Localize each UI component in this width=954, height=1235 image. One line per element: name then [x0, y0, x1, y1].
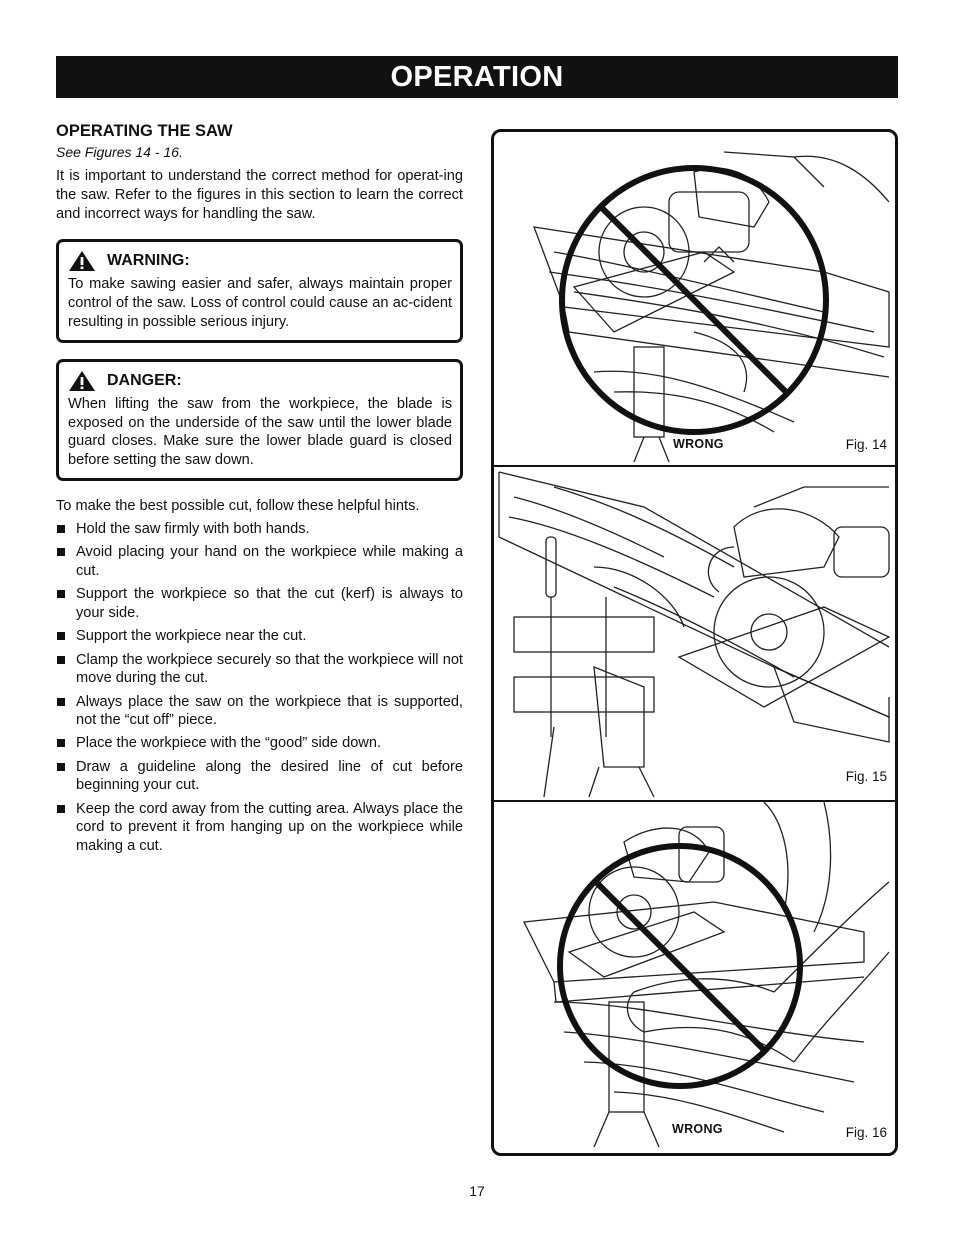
warning-text: To make sawing easier and safer, always maintain proper control of the saw. Loss of control could cause an ac-cident resulting in possible serious injury.	[68, 276, 452, 330]
figure-14	[494, 132, 895, 465]
bullet-square-icon	[57, 632, 65, 640]
list-item: Clamp the workpiece securely so that the workpiece will not move during the cut.	[56, 651, 463, 688]
figure-15	[494, 467, 895, 800]
bullet-square-icon	[57, 656, 65, 664]
figure-label: Fig. 15	[845, 769, 887, 784]
page-title: OPERATION	[390, 61, 564, 93]
list-item: Keep the cord away from the cutting area. Always place the cord to prevent it from hanging up on the workpiece while making a cut.	[56, 800, 463, 856]
bullet-square-icon	[57, 739, 65, 747]
page-title-banner	[56, 56, 898, 98]
warning-box	[56, 239, 463, 342]
danger-text: When lifting the saw from the workpiece, the blade is exposed on the underside of the saw until the lower blade guard closes. Make sure the lower blade guard is closed before setting the saw down.	[68, 395, 452, 469]
warning-label: WARNING:	[107, 252, 190, 270]
figure-16	[494, 802, 895, 1156]
section-subtitle: See Figures 14 - 16.	[56, 144, 183, 160]
hints-intro: To make the best possible cut, follow these helpful hints.	[56, 497, 420, 514]
hints-list	[56, 520, 463, 856]
warning-header	[68, 247, 452, 275]
hand-on-workpiece-illustration	[494, 802, 895, 1156]
list-item: Draw a guideline along the desired line of cut before beginning your cut.	[56, 758, 463, 795]
saw-correct-position-illustration	[494, 467, 895, 800]
intro-paragraph: It is important to understand the correct method for operat-ing the saw. Refer to the figures in this section to learn the correct and incorrect ways for handling the saw.	[56, 168, 463, 222]
bullet-square-icon	[57, 525, 65, 533]
bullet-square-icon	[57, 698, 65, 706]
list-item: Avoid placing your hand on the workpiece while making a cut.	[56, 543, 463, 580]
section-title: OPERATING THE SAW	[56, 122, 233, 140]
wrong-label: WRONG	[672, 1122, 723, 1136]
figure-label: Fig. 14	[845, 437, 887, 452]
list-item: Support the workpiece near the cut.	[56, 627, 463, 646]
bullet-square-icon	[57, 763, 65, 771]
bullet-square-icon	[57, 548, 65, 556]
list-item: Place the workpiece with the “good” side down.	[56, 734, 463, 753]
bullet-square-icon	[57, 590, 65, 598]
figure-label: Fig. 16	[845, 1125, 887, 1140]
list-item: Support the workpiece so that the cut (kerf) is always to your side.	[56, 585, 463, 622]
warning-triangle-icon	[68, 370, 96, 392]
danger-box	[56, 359, 463, 481]
wrong-label: WRONG	[673, 437, 724, 451]
bullet-square-icon	[57, 805, 65, 813]
page-number: 17	[469, 1183, 485, 1199]
list-item: Always place the saw on the workpiece that is supported, not the “cut off” piece.	[56, 693, 463, 730]
left-column	[56, 122, 463, 860]
warning-triangle-icon	[68, 250, 96, 272]
figures-panel	[491, 129, 898, 1156]
danger-label: DANGER:	[107, 371, 182, 389]
list-item: Hold the saw firmly with both hands.	[56, 520, 463, 539]
danger-header	[68, 367, 452, 395]
saw-on-unsupported-board-illustration	[494, 132, 895, 465]
